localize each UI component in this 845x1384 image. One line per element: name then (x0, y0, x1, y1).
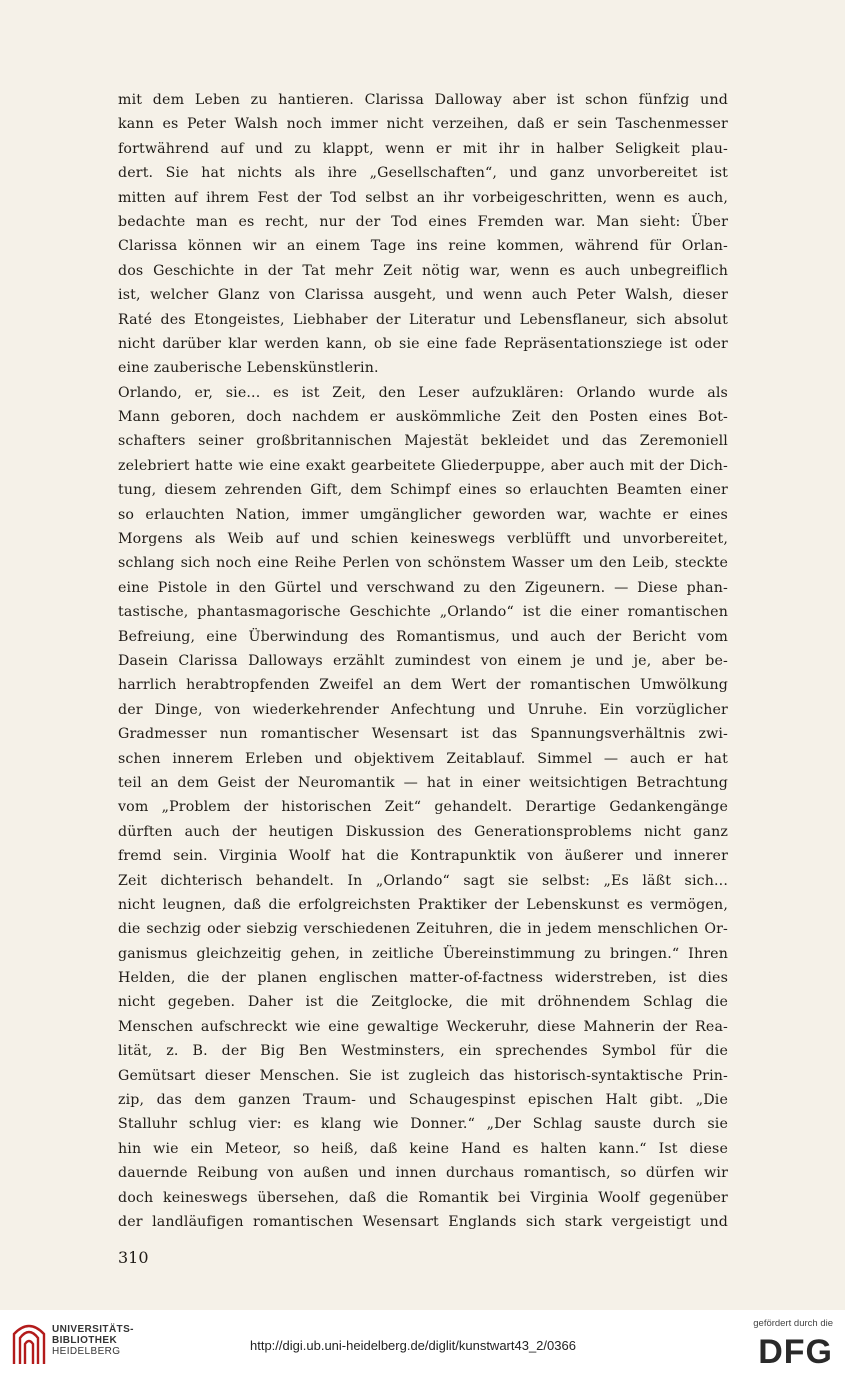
text-line: fremd sein. Virginia Woolf hat die Kontrapunktik von äußerer und innerer (118, 848, 728, 865)
page-number: 310 (118, 1248, 149, 1267)
text-line: dos Geschichte in der Tat mehr Zeit nötig war, wenn es auch unbegreiflich (118, 262, 728, 279)
text-line: dert. Sie hat nichts als ihre „Gesellschaften“, und ganz unvorbereitet ist (118, 165, 728, 182)
text-line: zelebriert hatte wie eine exakt gearbeitete Gliederpuppe, aber auch mit der Dich- (118, 457, 728, 474)
text-line: der landläufigen romantischen Wesensart Englands sich stark vergeistigt und (118, 1213, 728, 1230)
text-line: harrlich herabtropfenden Zweifel an dem Wert der romantischen Umwölkung (118, 677, 728, 694)
library-seal-icon (12, 1320, 46, 1366)
text-line: Helden, die der planen englischen matter-of-factness widerstreben, ist dies (118, 970, 728, 987)
text-line: zip, das dem ganzen Traum- und Schaugespinst epischen Halt gibt. „Die (118, 1092, 728, 1109)
text-line: fortwährend auf und zu klappt, wenn er mit ihr in halber Seligkeit plau- (118, 140, 728, 157)
body-text (118, 88, 728, 1234)
text-line: Clarissa können wir an einem Tage ins reine kommen, während für Orlan- (118, 238, 728, 255)
text-line: so erlauchten Nation, immer umgänglicher geworden war, wachte er eines (118, 506, 728, 523)
text-line: dürften auch der heutigen Diskussion des Generationsproblems nicht ganz (118, 823, 728, 840)
text-line: kann es Peter Walsh noch immer nicht verzeihen, daß er sein Taschenmesser (118, 116, 728, 133)
text-line: ganismus gleichzeitig gehen, in zeitliche Übereinstimmung zu bringen.“ Ihren (118, 945, 728, 962)
text-line: Gemütsart dieser Menschen. Sie ist zugleich das historisch-syntaktische Prin- (118, 1067, 728, 1084)
library-name (52, 1324, 134, 1357)
text-line: nicht darüber klar werden kann, ob sie eine fade Repräsentationsziege ist oder (118, 335, 728, 352)
text-line: hin wie ein Meteor, so heiß, daß keine Hand es halten kann.“ Ist diese (118, 1140, 728, 1157)
text-line: Morgens als Weib auf und schien keineswegs verblüfft und unvorbereitet, (118, 531, 728, 548)
dfg-funding-block (713, 1318, 833, 1378)
text-line: Befreiung, eine Überwindung des Romantismus, und auch der Bericht vom (118, 628, 728, 645)
text-line: nicht leugnen, daß die erfolgreichsten Praktiker der Lebenskunst es vermögen, (118, 896, 728, 913)
text-line: ist, welcher Glanz von Clarissa ausgeht, und wenn auch Peter Walsh, dieser (118, 287, 728, 304)
text-line: Zeit dichterisch behandelt. In „Orlando“ sagt sie selbst: „Es läßt sich... (118, 872, 728, 889)
text-line: Menschen aufschreckt wie eine gewaltige Weckeruhr, diese Mahnerin der Rea- (118, 1018, 728, 1035)
text-line: teil an dem Geist der Neuromantik — hat in einer weitsichtigen Betrachtung (118, 774, 728, 791)
text-line: nicht gegeben. Daher ist die Zeitglocke, die mit dröhnendem Schlag die (118, 994, 728, 1011)
text-line: schafters seiner großbritannischen Majestät bekleidet und das Zeremoniell (118, 433, 728, 450)
funding-caption: gefördert durch die (753, 1318, 833, 1329)
text-line: eine zauberische Lebenskünstlerin. (118, 360, 379, 377)
text-line: mitten auf ihrem Fest der Tod selbst an ihr vorbeigeschritten, wenn es auch, (118, 189, 728, 206)
text-line: tung, diesem zehrenden Gift, dem Schimpf eines so erlauchten Beamten einer (118, 482, 728, 499)
text-line: Stalluhr schlug vier: es klang wie Donner.“ „Der Schlag sauste durch sie (118, 1116, 728, 1133)
text-line: Gradmesser nun romantischer Wesensart ist das Spannungsverhältnis zwi- (118, 726, 728, 743)
text-line: eine Pistole in den Gürtel und verschwand zu den Zigeunern. — Diese phan- (118, 579, 728, 596)
dfg-logo[interactable]: DFG (758, 1333, 833, 1371)
library-name-line2: BIBLIOTHEK (52, 1335, 118, 1346)
text-line: Raté des Etongeistes, Liebhaber der Literatur und Lebensflaneur, sich absolut (118, 311, 728, 328)
text-line: der Dinge, von wiederkehrender Anfechtung und Unruhe. Ein vorzüglicher (118, 701, 728, 718)
document-url-link[interactable]: http://digi.ub.uni-heidelberg.de/diglit/kunstwart43_2/0366 (250, 1338, 576, 1353)
text-line: schlang sich noch eine Reihe Perlen von schönstem Wasser um den Leib, steckte (118, 555, 728, 572)
text-line: dauernde Reibung von außen und innen durchaus romantisch, so dürfen wir (118, 1165, 728, 1182)
text-line: die sechzig oder siebzig verschiedenen Zeituhren, die in jedem menschlichen Or- (118, 921, 728, 938)
text-line: Dasein Clarissa Dalloways erzählt zumindest von einem je und je, aber be- (118, 652, 728, 669)
text-line: schen innerem Erleben und objektivem Zeitablauf. Simmel — auch er hat (118, 750, 728, 767)
text-line: tastische, phantasmagorische Geschichte „Orlando“ ist die einer romantischen (118, 604, 728, 621)
university-library-logo[interactable] (12, 1318, 132, 1374)
text-line: Orlando, er, sie... es ist Zeit, den Leser aufzuklären: Orlando wurde als (118, 384, 728, 401)
library-name-line1: UNIVERSITÄTS- (52, 1324, 134, 1335)
library-name-line3: HEIDELBERG (52, 1346, 121, 1357)
text-line: mit dem Leben zu hantieren. Clarissa Dalloway aber ist schon fünfzig und (118, 92, 728, 108)
text-line: vom „Problem der historischen Zeit“ gehandelt. Derartige Gedankengänge (118, 799, 728, 816)
text-line: lität, z. B. der Big Ben Westminsters, ein sprechendes Symbol für die (118, 1043, 728, 1060)
text-line: doch keineswegs übersehen, daß die Romantik bei Virginia Woolf gegenüber (118, 1189, 728, 1206)
text-line: bedachte man es recht, nur der Tod eines Fremden war. Man sieht: Über (118, 213, 728, 230)
text-line: Mann geboren, doch nachdem er auskömmliche Zeit den Posten eines Bot- (118, 409, 728, 426)
